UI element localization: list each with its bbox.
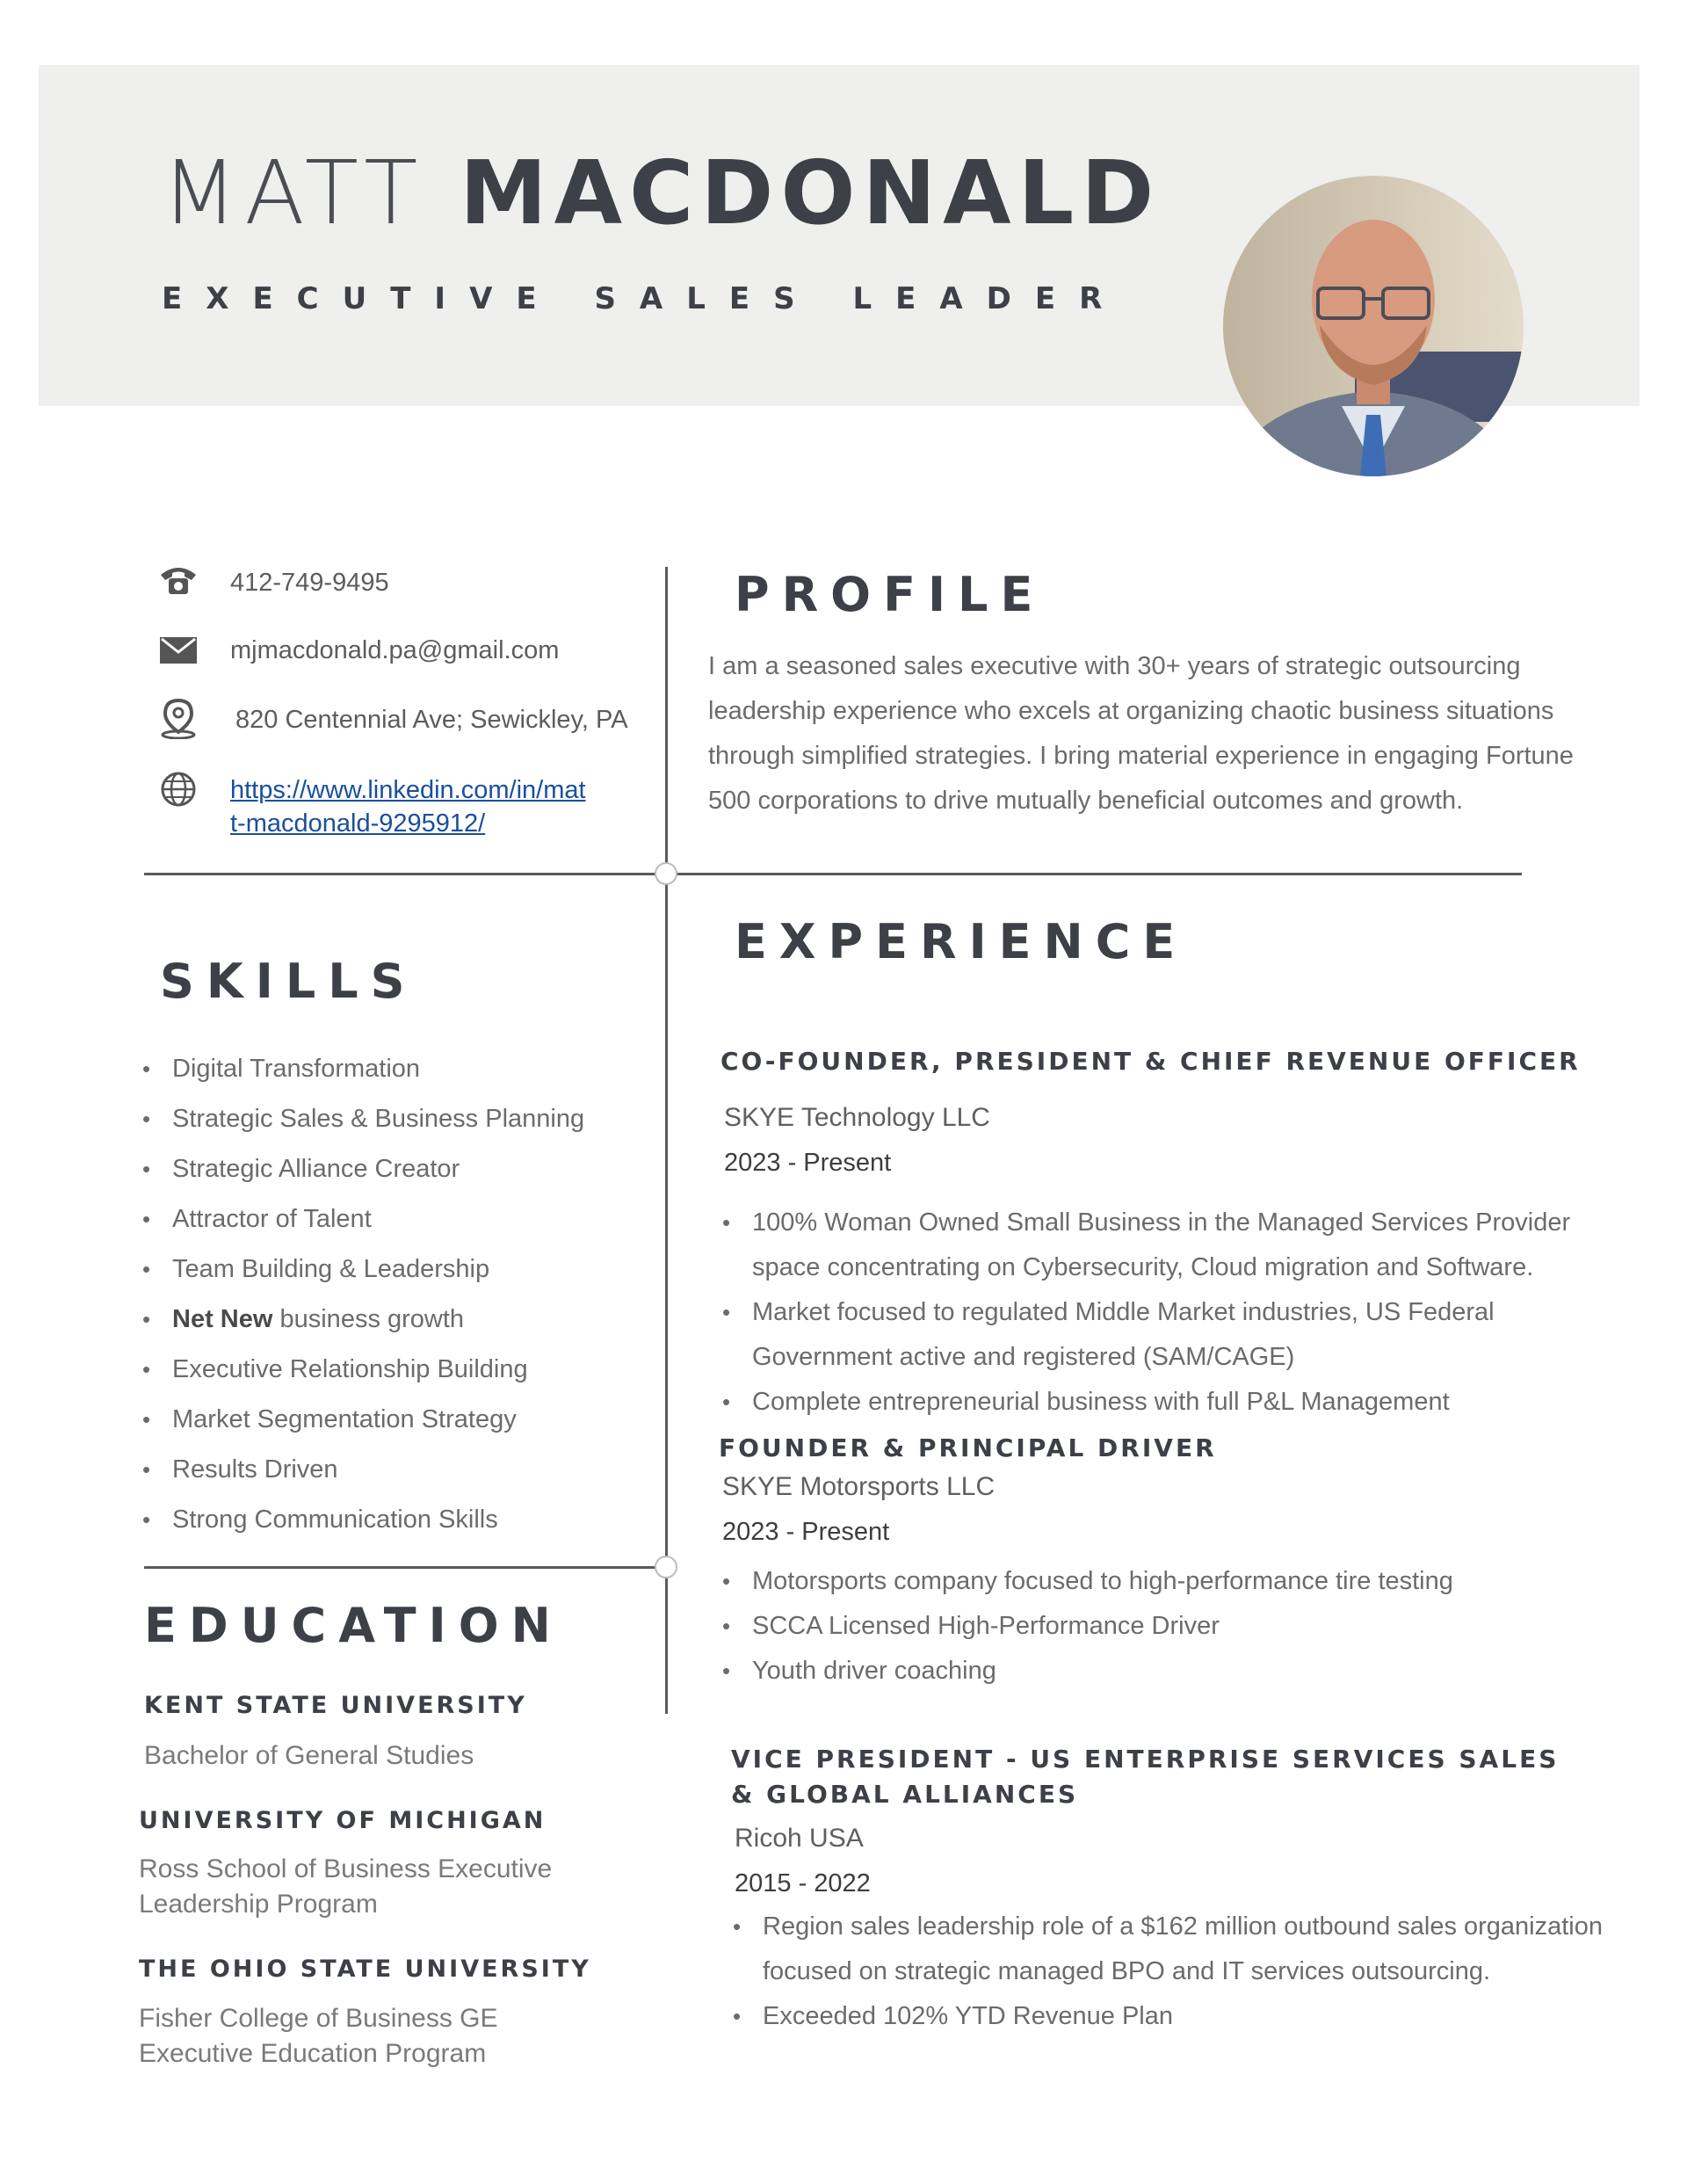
role-bullet: • Motorsports company focused to high-performance tire testing	[717, 1559, 1596, 1604]
skill-item-text: business growth	[279, 1305, 465, 1333]
column-divider	[665, 567, 668, 1714]
role-bullets	[717, 1201, 1596, 1425]
profile-divider	[144, 873, 1522, 875]
phone-icon	[158, 562, 199, 603]
skill-item: • Strong Communication Skills	[137, 1495, 647, 1545]
school-name: UNIVERSITY OF MICHIGAN	[139, 1807, 547, 1834]
role-title: VICE PRESIDENT - US ENTERPRISE SERVICES SALES & GLOBAL ALLIANCES	[731, 1745, 1560, 1809]
role-bullets	[728, 1905, 1615, 2039]
role-dates: 2023 - Present	[724, 1149, 892, 1177]
first-name: MATT	[162, 141, 425, 244]
skills-heading: SKILLS	[160, 954, 417, 1009]
skill-item: • Strategic Sales & Business Planning	[137, 1094, 647, 1144]
linkedin-url-line-1[interactable]: https://www.linkedin.com/in/mat	[230, 776, 586, 804]
role-dates: 2015 - 2022	[735, 1869, 871, 1897]
globe-icon	[160, 771, 200, 811]
experience-heading: EXPERIENCE	[735, 914, 1188, 969]
profile-heading: PROFILE	[735, 567, 1046, 622]
education-heading: EDUCATION	[144, 1598, 563, 1653]
role-dates: 2023 - Present	[722, 1518, 890, 1546]
skill-item: • Results Driven	[137, 1445, 647, 1495]
degree: Ross School of Business Executive Leadership Program	[139, 1854, 553, 1919]
role-bullet: • Market focused to regulated Middle Market industries, US Federal Government active and registered (SAM/CAGE)	[717, 1290, 1596, 1380]
role-bullet: • Youth driver coaching	[717, 1649, 1596, 1694]
role-bullet: • Exceeded 102% YTD Revenue Plan	[728, 1994, 1615, 2039]
degree: Bachelor of General Studies	[144, 1741, 474, 1770]
linkedin-link[interactable]	[230, 773, 634, 840]
skill-item: • Team Building & Leadership	[137, 1244, 647, 1295]
divider-node	[655, 862, 677, 885]
role-bullet: • Complete entrepreneurial business with full P&L Management	[717, 1380, 1596, 1425]
company-name: SKYE Technology LLC	[724, 1103, 990, 1132]
skill-item: • Digital Transformation	[137, 1044, 647, 1094]
school-name: THE OHIO STATE UNIVERSITY	[139, 1955, 591, 1983]
divider-node	[655, 1556, 677, 1578]
role-bullet: • Region sales leadership role of a $162 million outbound sales organization focused on strategic managed BPO and IT services outsourcing.	[728, 1905, 1615, 1994]
last-name: MACDONALD	[460, 141, 1162, 244]
candidate-name	[162, 141, 1162, 244]
skills-divider	[144, 1566, 666, 1569]
skill-bold-prefix: Net New	[172, 1305, 273, 1333]
skill-item: • Attractor of Talent	[137, 1194, 647, 1244]
skill-item: • Strategic Alliance Creator	[137, 1144, 647, 1194]
profile-summary: I am a seasoned sales executive with 30+ years of strategic outsourcing leadership experience who excels at organizing chaotic business situations through simplified strategies. I bring material experience in engaging Fortune 500 corporations to drive mutually beneficial outcomes and growth.	[708, 652, 1574, 815]
role-title: FOUNDER & PRINCIPAL DRIVER	[719, 1433, 1217, 1462]
mail-icon	[160, 637, 200, 678]
phone-number: 412-749-9495	[230, 569, 389, 597]
mailing-address: 820 Centennial Ave; Sewickley, PA	[235, 706, 628, 734]
role-bullets	[717, 1559, 1596, 1694]
skill-item: • Market Segmentation Strategy	[137, 1395, 647, 1445]
linkedin-url-line-2[interactable]: t-macdonald-9295912/	[230, 809, 486, 838]
role-bullet: • 100% Woman Owned Small Business in the Managed Services Provider space concentrating on Cybersecurity, Cloud migration and Software.	[717, 1201, 1596, 1290]
email-address: mjmacdonald.pa@gmail.com	[230, 636, 560, 664]
school-name: KENT STATE UNIVERSITY	[144, 1692, 527, 1719]
skill-item	[137, 1295, 647, 1345]
role-bullet: • SCCA Licensed High-Performance Driver	[717, 1604, 1596, 1649]
degree: Fisher College of Business GE Executive Education Program	[139, 2004, 498, 2068]
job-title: EXECUTIVE SALES LEADER	[162, 281, 1126, 316]
skill-item: • Executive Relationship Building	[137, 1345, 647, 1395]
company-name: SKYE Motorsports LLC	[722, 1472, 996, 1501]
profile-photo	[1223, 176, 1524, 476]
location-pin-icon	[160, 699, 200, 739]
role-title: CO-FOUNDER, PRESIDENT & CHIEF REVENUE OFFICER	[720, 1047, 1581, 1076]
skills-list	[137, 1044, 647, 1545]
company-name: Ricoh USA	[735, 1824, 864, 1853]
